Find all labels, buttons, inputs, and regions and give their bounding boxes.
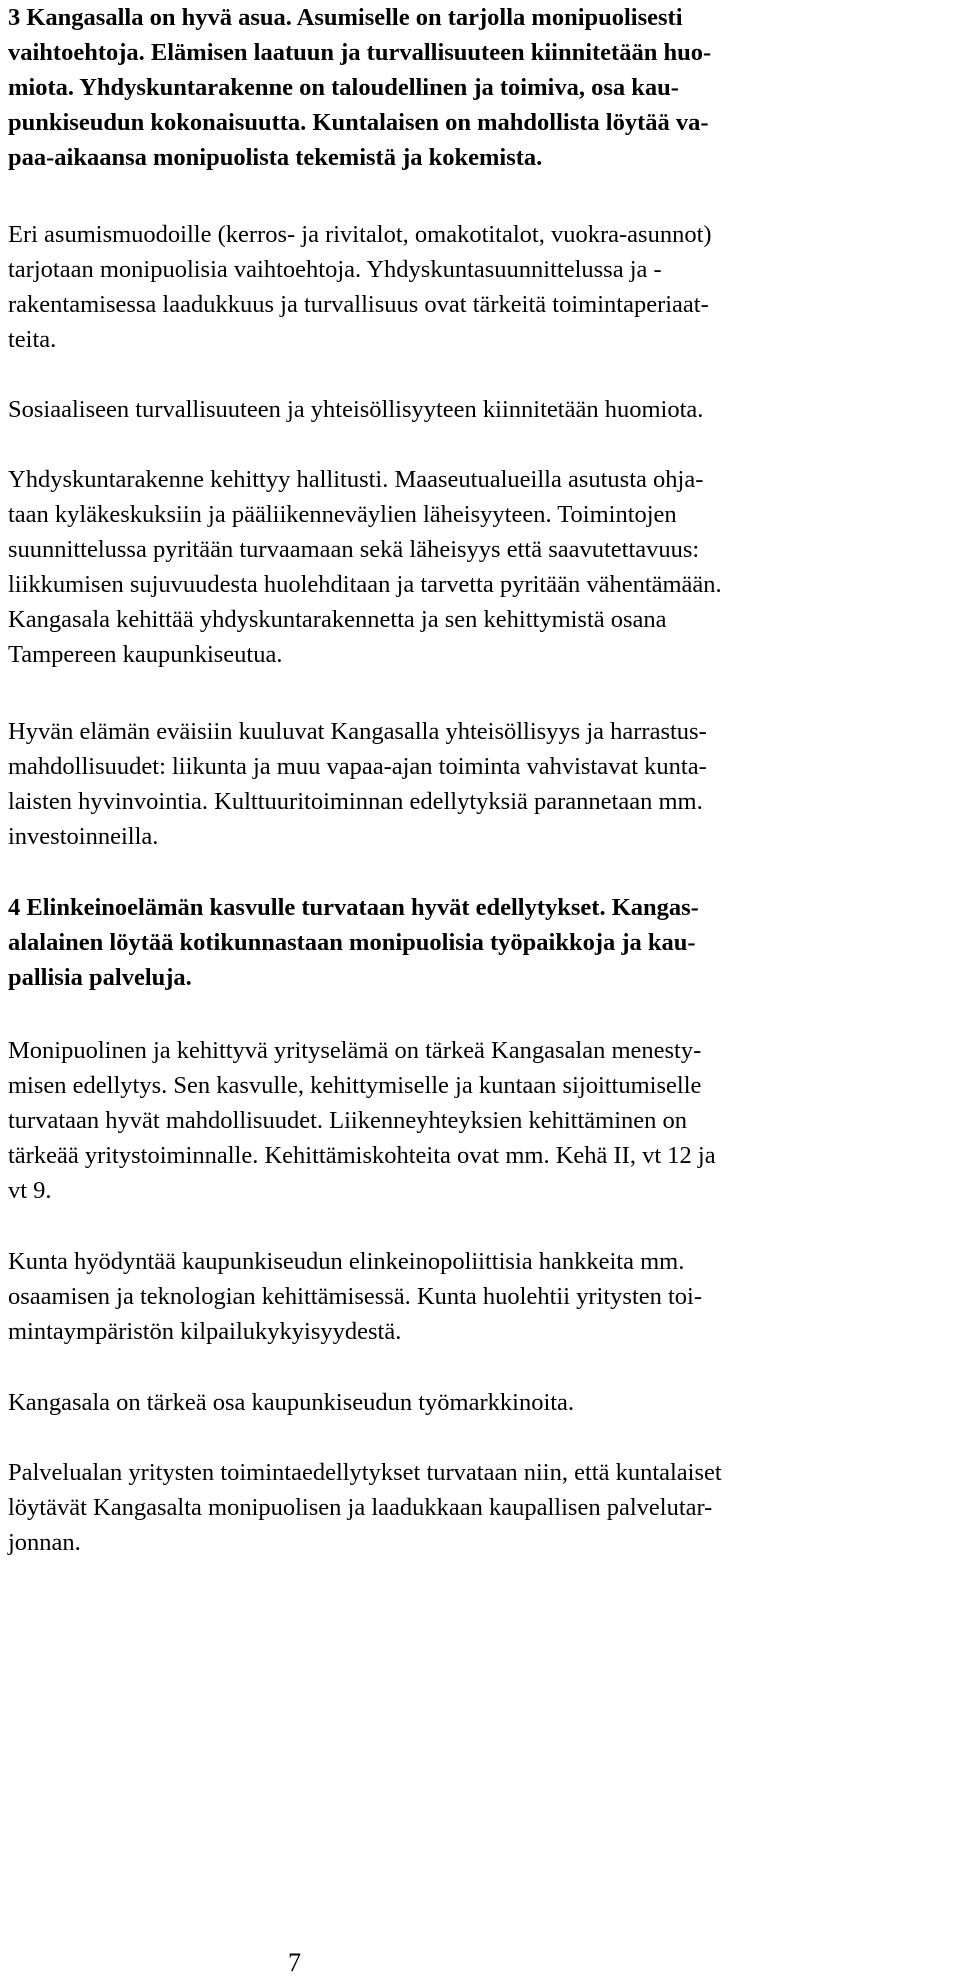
text-line: Yhdyskuntarakenne kehittyy hallitusti. Maaseutualueilla asutusta ohja- [8, 466, 704, 493]
text-line: punkiseudun kokonaisuutta. Kuntalaisen on mahdollista löytää va- [8, 109, 709, 136]
text-line: jonnan. [8, 1529, 81, 1556]
text-line: liikkumisen sujuvuudesta huolehditaan ja tarvetta pyritään vähentämään. [8, 571, 722, 598]
text-line: Monipuolinen ja kehittyvä yrityselämä on tärkeä Kangasalan menesty- [8, 1037, 702, 1064]
text-line: laisten hyvinvointia. Kulttuuritoiminnan edellytyksiä parannetaan mm. [8, 788, 703, 815]
paragraph-housing [8, 217, 712, 357]
text-line: Kangasala on tärkeä osa kaupunkiseudun työmarkkinoita. [8, 1389, 575, 1416]
paragraph-labour-market [8, 1385, 574, 1420]
text-line: alalainen löytää kotikunnastaan monipuolisia työpaikkoja ja kau- [8, 929, 696, 956]
text-line: mahdollisuudet: liikunta ja muu vapaa-ajan toiminta vahvistavat kunta- [8, 753, 707, 780]
text-line: 3 Kangasalla on hyvä asua. Asumiselle on tarjolla monipuolisesti [8, 4, 683, 31]
text-line: rakentamisessa laadukkuus ja turvallisuus ovat tärkeitä toimintaperiaat- [8, 291, 709, 318]
paragraph-business-life [8, 1033, 716, 1208]
section-4-heading [8, 890, 699, 995]
page-number: 7 [288, 1948, 301, 1977]
text-line: tarjotaan monipuolisia vaihtoehtoja. Yhdyskuntasuunnittelussa ja - [8, 256, 662, 283]
text-line: Palvelualan yritysten toimintaedellytykset turvataan niin, että kuntalaiset [8, 1459, 722, 1486]
text-line: Tampereen kaupunkiseutua. [8, 641, 283, 668]
paragraph-services [8, 1455, 722, 1560]
text-line: osaamisen ja teknologian kehittämisessä. Kunta huolehtii yritysten toi- [8, 1283, 703, 1310]
text-line: löytävät Kangasalta monipuolisen ja laadukkaan kaupallisen palvelutar- [8, 1494, 713, 1521]
text-line: Eri asumismuodoille (kerros- ja rivitalot, omakotitalot, vuokra-asunnot) [8, 221, 712, 248]
text-line: Kangasala kehittää yhdyskuntarakennetta ja sen kehittymistä osana [8, 606, 667, 633]
text-line: 4 Elinkeinoelämän kasvulle turvataan hyvät edellytykset. Kangas- [8, 894, 699, 921]
text-line: suunnittelussa pyritään turvaamaan sekä läheisyys että saavutettavuus: [8, 536, 700, 563]
text-line: misen edellytys. Sen kasvulle, kehittymiselle ja kuntaan sijoittumiselle [8, 1072, 702, 1099]
text-line: pallisia palveluja. [8, 964, 192, 991]
text-line: turvataan hyvät mahdollisuudet. Liikenneyhteyksien kehittäminen on [8, 1107, 688, 1134]
text-line: tärkeää yritystoiminnalle. Kehittämiskohteita ovat mm. Kehä II, vt 12 ja [8, 1142, 716, 1169]
text-line: vaihtoehtoja. Elämisen laatuun ja turvallisuuteen kiinnitetään huo- [8, 39, 712, 66]
text-line: vt 9. [8, 1177, 52, 1204]
section-3-heading [8, 0, 711, 175]
text-line: mintaympäristön kilpailukykyisyydestä. [8, 1318, 402, 1345]
text-line: paa-aikaansa monipuolista tekemistä ja kokemista. [8, 144, 543, 171]
text-line: Kunta hyödyntää kaupunkiseudun elinkeinopoliittisia hankkeita mm. [8, 1248, 685, 1275]
text-line: taan kyläkeskuksiin ja pääliikenneväylien läheisyyteen. Toimintojen [8, 501, 677, 528]
paragraph-community-structure [8, 462, 722, 672]
text-line: Hyvän elämän eväisiin kuuluvat Kangasalla yhteisöllisyys ja harrastus- [8, 718, 707, 745]
paragraph-wellbeing [8, 714, 707, 854]
text-line: Sosiaaliseen turvallisuuteen ja yhteisöllisyyteen kiinnitetään huomiota. [8, 396, 704, 423]
text-line: teita. [8, 326, 57, 353]
paragraph-social-safety [8, 392, 703, 427]
paragraph-regional-projects [8, 1244, 702, 1349]
text-line: miota. Yhdyskuntarakenne on taloudellinen ja toimiva, osa kau- [8, 74, 679, 101]
text-line: investoinneilla. [8, 823, 159, 850]
